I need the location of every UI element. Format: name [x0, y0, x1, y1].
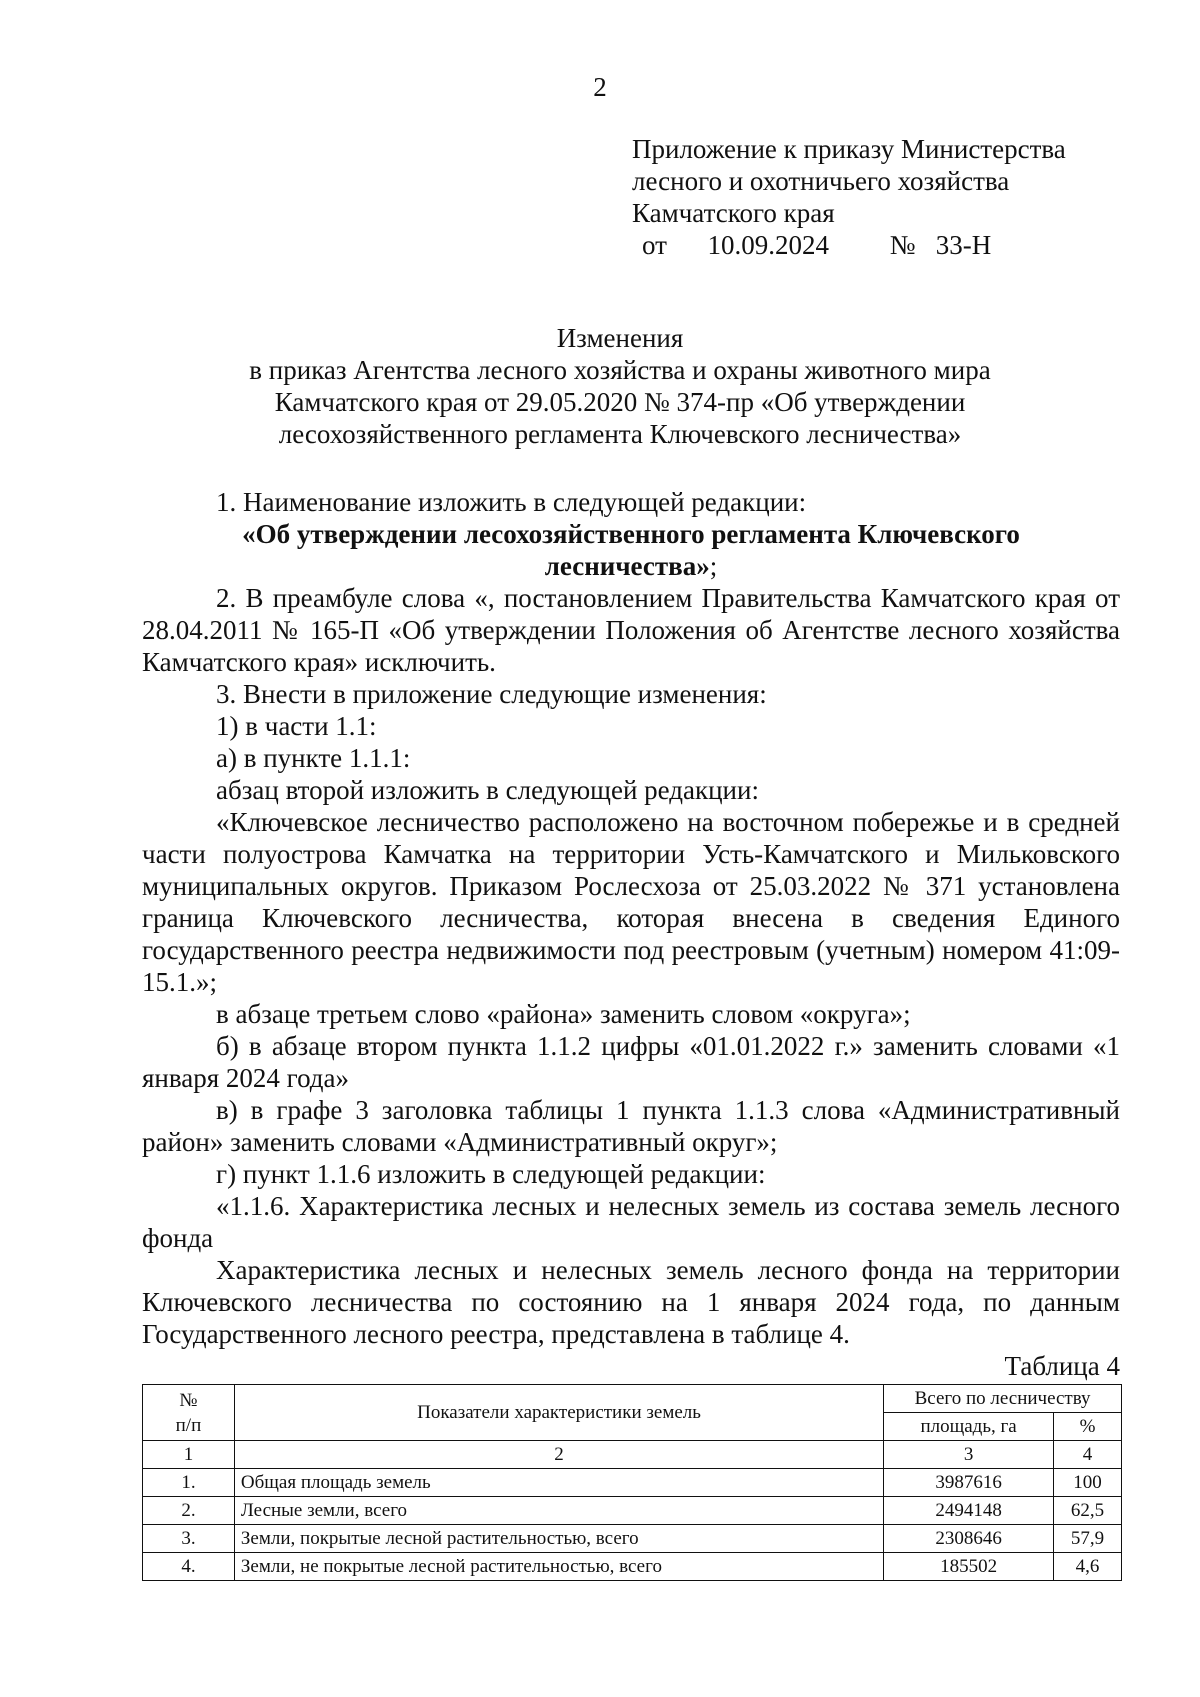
- page-number: 2: [593, 72, 607, 102]
- order-date-number: [632, 229, 1066, 261]
- row-number: 4.: [143, 1553, 235, 1581]
- paragraph: б) в абзаце втором пункта 1.1.2 цифры «01.01.2022 г.» заменить словами «1 января 2024 года»: [142, 1031, 1120, 1093]
- new-title-paragraph: [182, 518, 1080, 582]
- row-indicator: Лесные земли, всего: [234, 1497, 883, 1525]
- paragraph: 1) в части 1.1:: [216, 711, 377, 741]
- heading-line: лесохозяйственного регламента Ключевского лесничества»: [278, 419, 962, 449]
- table-row: [143, 1497, 1122, 1525]
- paragraph: 3. Внести в приложение следующие изменения:: [216, 679, 767, 709]
- row-area: 2494148: [884, 1497, 1054, 1525]
- order-date: 10.09.2024: [707, 230, 829, 260]
- table-row: [143, 1553, 1122, 1581]
- header-percent: %: [1054, 1413, 1122, 1441]
- appendix-line: Камчатского края: [632, 198, 835, 228]
- table-header-row: [143, 1385, 1122, 1413]
- heading-title: Изменения: [556, 323, 684, 353]
- column-number: 4: [1054, 1441, 1122, 1469]
- paragraph: в абзаце третьем слово «района» заменить словом «округа»;: [216, 999, 911, 1029]
- heading-line: в приказ Агентства лесного хозяйства и охраны животного мира: [249, 355, 991, 385]
- table-row: [143, 1469, 1122, 1497]
- row-area: 3987616: [884, 1469, 1054, 1497]
- paragraph: 1. Наименование изложить в следующей редакции:: [216, 487, 807, 517]
- paragraph: 2. В преамбуле слова «, постановлением Правительства Камчатского края от 28.04.2011 № 165-П «Об утверждении Положения об Агентстве лесного хозяйства Камчатского края» исключить.: [142, 583, 1120, 677]
- paragraph: Характеристика лесных и нелесных земель лесного фонда на территории Ключевского лесничества по состоянию на 1 января 2024 года, по данным Государственного лесного реестра, представлена в таблице 4.: [142, 1255, 1120, 1349]
- row-indicator: Общая площадь земель: [234, 1469, 883, 1497]
- header-indicator: Показатели характеристики земель: [234, 1385, 883, 1441]
- row-percent: 4,6: [1054, 1553, 1122, 1581]
- row-percent: 57,9: [1054, 1525, 1122, 1553]
- number-sign: №: [889, 230, 916, 260]
- row-indicator: Земли, покрытые лесной растительностью, всего: [234, 1525, 883, 1553]
- new-title-tail: ;: [709, 551, 718, 581]
- row-percent: 100: [1054, 1469, 1122, 1497]
- appendix-block: [632, 133, 1066, 261]
- row-area: 185502: [884, 1553, 1054, 1581]
- from-label: от: [642, 230, 667, 260]
- paragraph: г) пункт 1.1.6 изложить в следующей редакции:: [216, 1159, 766, 1189]
- paragraph: «1.1.6. Характеристика лесных и нелесных земель из состава земель лесного фонда: [142, 1191, 1120, 1253]
- paragraph: а) в пункте 1.1.1:: [216, 743, 411, 773]
- row-number: 3.: [143, 1525, 235, 1553]
- new-title-text: «Об утверждении лесохозяйственного регламента Ключевского лесничества»: [242, 519, 1020, 581]
- row-number: 1.: [143, 1469, 235, 1497]
- appendix-line: лесного и охотничьего хозяйства: [632, 166, 1010, 196]
- order-number: 33-Н: [935, 230, 992, 260]
- header-total: Всего по лесничеству: [884, 1385, 1122, 1413]
- paragraph: в) в графе 3 заголовка таблицы 1 пункта 1.1.3 слова «Административный район» заменить словами «Административный округ»;: [142, 1095, 1120, 1157]
- paragraph: абзац второй изложить в следующей редакции:: [216, 775, 759, 805]
- column-number: 3: [884, 1441, 1054, 1469]
- column-number: 1: [143, 1441, 235, 1469]
- column-number: 2: [234, 1441, 883, 1469]
- paragraph: «Ключевское лесничество расположено на восточном побережье и в средней части полуострова Камчатка на территории Усть-Камчатского и Мильковского муниципальных округов. Приказом Рослесхоза от 25.03.2022 № 371 установлена граница Ключевского лесничества, которая внесена в сведения Единого государственного реестра недвижимости под реестровым (учетным) номером 41:09-15.1.»;: [142, 807, 1120, 997]
- land-characteristics-table: [142, 1384, 1122, 1581]
- document-body: [142, 486, 1120, 1581]
- document-heading: [140, 322, 1100, 450]
- table-column-numbers-row: [143, 1441, 1122, 1469]
- row-number: 2.: [143, 1497, 235, 1525]
- heading-line: Камчатского края от 29.05.2020 № 374-пр «Об утверждении: [274, 387, 966, 417]
- row-percent: 62,5: [1054, 1497, 1122, 1525]
- table-caption: Таблица 4: [1004, 1351, 1120, 1381]
- table-row: [143, 1525, 1122, 1553]
- row-area: 2308646: [884, 1525, 1054, 1553]
- row-indicator: Земли, не покрытые лесной растительностью, всего: [234, 1553, 883, 1581]
- header-area: площадь, га: [884, 1413, 1054, 1441]
- appendix-line: Приложение к приказу Министерства: [632, 134, 1066, 164]
- header-number: № п/п: [143, 1385, 235, 1441]
